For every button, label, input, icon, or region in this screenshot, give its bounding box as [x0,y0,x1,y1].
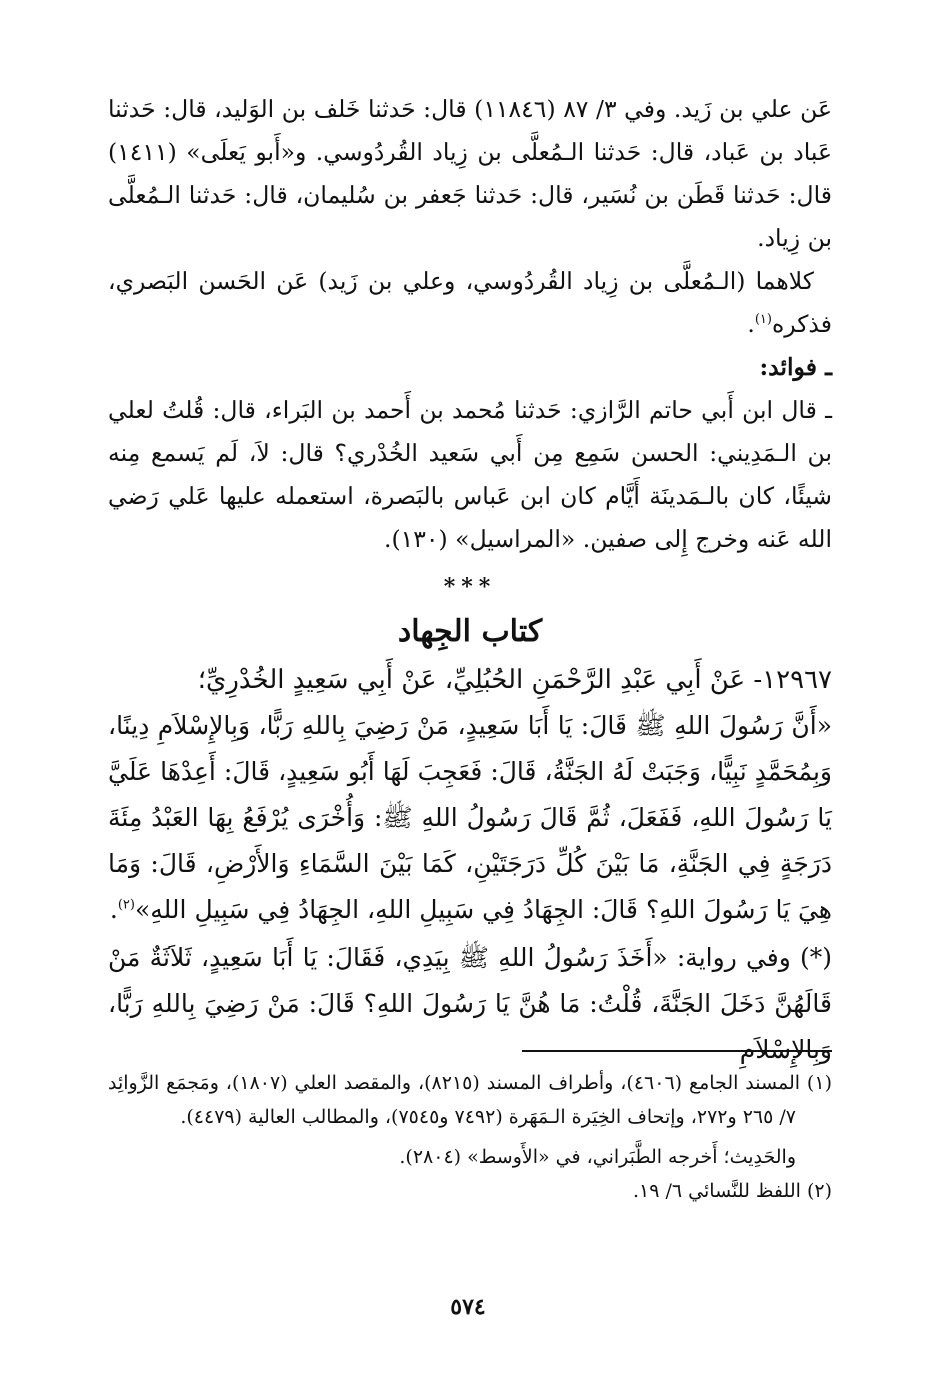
footnote-ref-1[interactable]: (١) [754,312,772,328]
section-separator: *** [443,574,497,600]
footnotes [108,1066,832,1208]
hadith-text [108,703,832,933]
paragraph-benefits: ـ قال ابن أَبي حاتم الرَّازي: حَدثنا مُحمد بن أَحمد بن البَراء، قال: قُلتُ لعلي بن الـمَدِيني: الحسن سَمِع مِن أَبي سَعيد الخُدْري؟ قال: لاَ، لَم يَسمع مِنه شيئًا، كان بالـمَدينَة أَيَّام كان ابن عَباس بالبَصرة، استعمله عليها عَلي رَضي الله عَنه وخرج إِلى صفين. «المراسيل» (١٣٠). [108,396,832,553]
paragraph-chain-continuation: عَن علي بن زَيد. وفي ٣/ ٨٧ (١١٨٤٦) قال: حَدثنا خَلف بن الوَليد، قال: حَدثنا عَباد بن عَباد، قال: حَدثنا الـمُعلَّى بن زِياد القُردُوسي. و«أَبو يَعلَى» (١٤١١) قال: حَدثنا قَطَن بن نُسَير، قال: حَدثنا جَعفر بن سُليمان، قال: حَدثنا الـمُعلَّى بن زِياد. [108,95,833,252]
footnote-1-continuation: والحَدِيث؛ أَخرجه الطَّبَراني، في «الأَوسط» (٢٨٠٤). [399,1146,796,1168]
fawaid-heading: ـ فوائد: [759,353,832,381]
paragraph-end-mark: . [747,310,755,338]
paragraph-both-narrators-text: كلاهما (الـمُعلَّى بن زِياد القُردُوسي، وعلي بن زَيد) عَن الحَسن البَصري، فذكره [108,267,832,338]
book-title: كتاب الجِهاد [397,614,543,649]
footnote-ref-2[interactable]: (٢) [117,897,135,913]
hadith-text-body: «أَنَّ رَسُولَ اللهِ ﷺ قَالَ: يَا أَبَا سَعِيدٍ، مَنْ رَضِيَ بِاللهِ رَبًّا، وَبِالإِسْلاَمِ دِينًا، وَبِمُحَمَّدٍ نَبِيًّا، وَجَبَتْ لَهُ الجَنَّةُ، قَالَ: فَعَجِبَ لَهَا أَبُو سَعِيدٍ، قَالَ: أَعِدْهَا عَلَيَّ يَا رَسُولَ اللهِ، فَفَعَلَ، ثُمَّ قَالَ رَسُولُ اللهِ ﷺ: وَأُخْرَى يُرْفَعُ بِهَا العَبْدُ مِئَةَ دَرَجَةٍ فِي الجَنَّةِ، مَا بَيْنَ كُلِّ دَرَجَتَيْنِ، كَمَا بَيْنَ السَّمَاءِ وَالأَرْضِ، قَالَ: وَمَا هِيَ يَا رَسُولَ اللهِ؟ قَالَ: الجِهَادُ فِي سَبِيلِ اللهِ، الجِهَادُ فِي سَبِيلِ اللهِ» [108,711,832,924]
main-text [108,88,832,1073]
hadith-end-mark: . [109,895,118,924]
footnote-2: (٢) اللفظ للنَّسائي ٦/ ١٩. [633,1180,832,1202]
footnote-1: (١) المسند الجامع (٤٦٠٦)، وأطراف المسند (٨٢١٥)، والمقصد العلي (١٨٠٧)، ومَجمَع الزَّوائِد ٧/ ٢٦٥ و٢٧٢، وإتحاف الخِيَرة الـمَهَرة (٧٤٩٢ و٧٥٤٥)، والمطالب العالية (٤٤٧٩). [108,1072,832,1128]
footnote-divider [522,1050,832,1052]
hadith-riwaya: (*) وفي رواية: «أَخَذَ رَسُولُ اللهِ ﷺ بِيَدِي، فَقَالَ: يَا أَبَا سَعِيدٍ، ثَلاَثَةٌ مَنْ قَالَهُنَّ دَخَلَ الجَنَّةَ، قُلْتُ: مَا هُنَّ يَا رَسُولَ اللهِ؟ قَالَ: مَنْ رَضِيَ بِاللهِ رَبًّا، وَبِالإِسْلاَمِ [108,943,832,1064]
hadith-number-and-chain: ١٢٩٦٧- عَنْ أَبِي عَبْدِ الرَّحْمَنِ الحُبُلِيِّ، عَنْ أَبِي سَعِيدٍ الخُدْرِيِّ؛ [197,665,832,695]
page-number: ٥٧٤ [450,1294,486,1320]
paragraph-both-narrators [108,260,832,346]
